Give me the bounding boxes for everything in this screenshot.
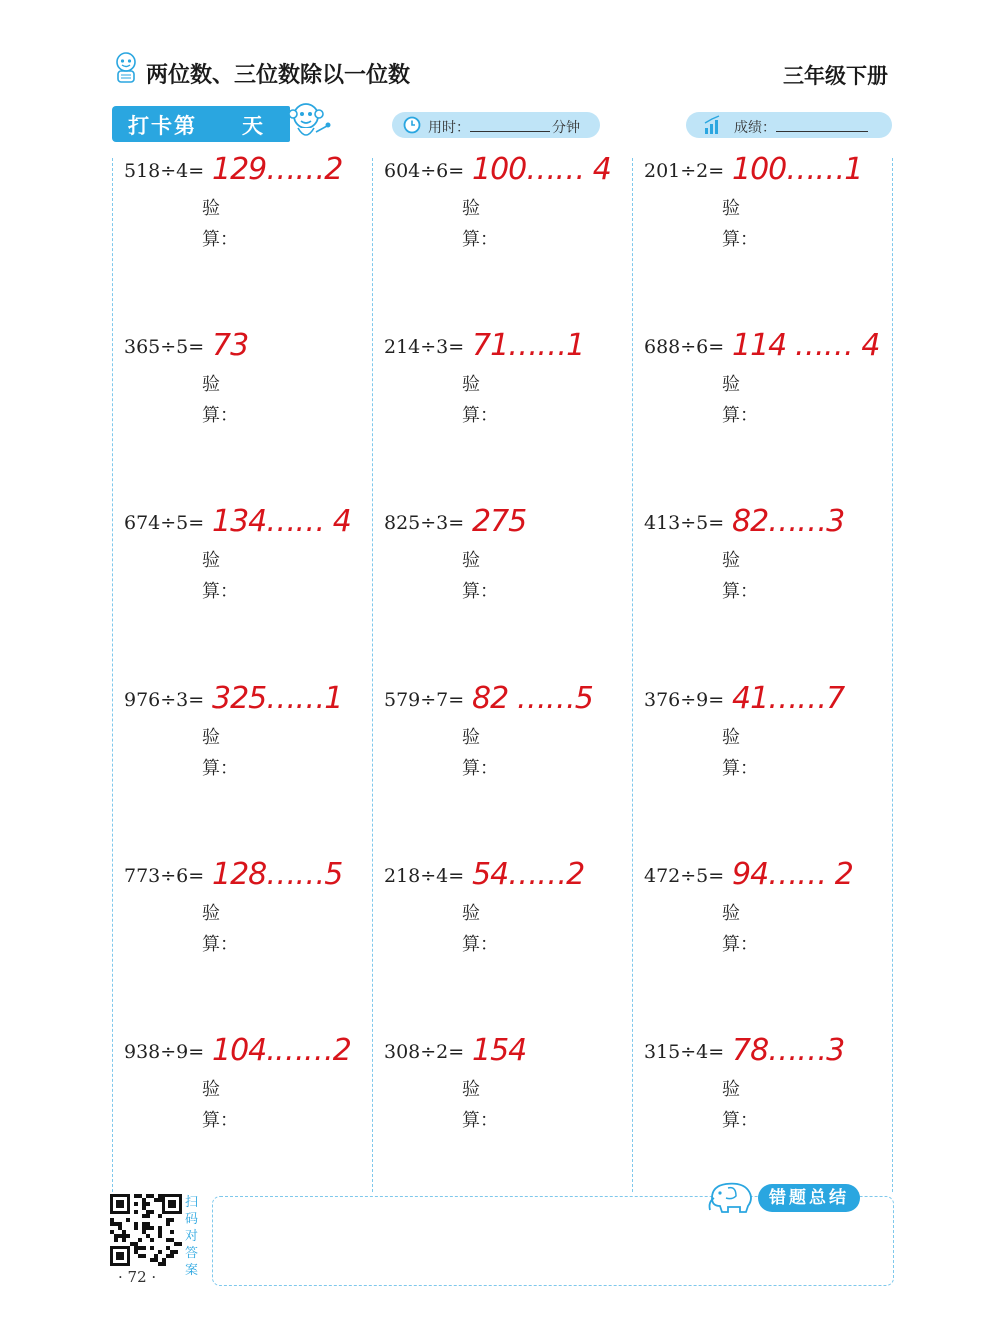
check-label-suan[interactable]: 算： (462, 758, 498, 779)
check-label-suan[interactable]: 算： (722, 934, 758, 955)
clock-icon (402, 115, 422, 139)
check-label-yan: 验 (202, 198, 220, 219)
division-problem: 825÷3= (384, 512, 465, 534)
score-label: 成绩： (734, 120, 776, 136)
time-spent-field[interactable] (392, 112, 600, 138)
check-label-yan: 验 (462, 374, 480, 395)
score-underline (776, 131, 868, 132)
division-problem: 688÷6= (644, 336, 725, 358)
division-problem: 938÷9= (124, 1041, 205, 1063)
grade-label: 三年级下册 (783, 64, 888, 88)
handwritten-answer: 73 (212, 328, 249, 363)
handwritten-answer: 154 (472, 1033, 527, 1068)
handwritten-answer: 104.……2 (212, 1033, 351, 1068)
check-label-yan: 验 (202, 374, 220, 395)
division-problem: 604÷6= (384, 160, 465, 182)
handwritten-answer: 100……1 (732, 152, 863, 187)
division-problem: 214÷3= (384, 336, 465, 358)
checkin-day-label: 天 (242, 114, 263, 138)
check-label-yan: 验 (202, 1079, 220, 1100)
division-problem: 773÷6= (124, 865, 205, 887)
page-number: · 72 · (118, 1268, 157, 1286)
division-problem: 218÷4= (384, 865, 465, 887)
check-label-suan[interactable]: 算： (462, 405, 498, 426)
division-problem: 674÷5= (124, 512, 205, 534)
elephant-icon (706, 1176, 760, 1216)
check-label-suan[interactable]: 算： (722, 229, 758, 250)
handwritten-answer: 275 (472, 504, 527, 539)
check-label-yan: 验 (462, 903, 480, 924)
check-label-yan: 验 (722, 198, 740, 219)
check-label-suan[interactable]: 算： (202, 934, 238, 955)
check-label-suan[interactable]: 算： (462, 934, 498, 955)
check-label-yan: 验 (722, 550, 740, 571)
handwritten-answer: 128……5 (212, 857, 343, 892)
division-problem: 976÷3= (124, 689, 205, 711)
check-label-suan[interactable]: 算： (722, 758, 758, 779)
column-right-border (892, 158, 893, 1192)
check-label-suan[interactable]: 算： (722, 581, 758, 602)
time-label: 用时： (428, 120, 470, 136)
check-label-yan: 验 (202, 727, 220, 748)
scan-for-answers-label: 扫码对答案 (185, 1195, 199, 1278)
division-problem: 413÷5= (644, 512, 725, 534)
check-label-suan[interactable]: 算： (462, 581, 498, 602)
handwritten-answer: 134…… 4 (212, 504, 351, 539)
check-label-suan[interactable]: 算： (202, 405, 238, 426)
score-field[interactable] (686, 112, 892, 138)
handwritten-answer: 71……1 (472, 328, 585, 363)
handwritten-answer: 82 ……5 (472, 681, 593, 716)
monkey-icon (282, 96, 332, 146)
check-label-yan: 验 (202, 903, 220, 924)
qr-code-icon[interactable] (110, 1194, 182, 1266)
division-problem: 579÷7= (384, 689, 465, 711)
check-label-yan: 验 (722, 1079, 740, 1100)
check-label-yan: 验 (722, 374, 740, 395)
handwritten-answer: 114 …… 4 (732, 328, 880, 363)
division-problem: 308÷2= (384, 1041, 465, 1063)
check-label-suan[interactable]: 算： (202, 229, 238, 250)
handwritten-answer: 41……7 (732, 681, 845, 716)
checkin-banner (112, 106, 290, 142)
check-label-yan: 验 (462, 1079, 480, 1100)
handwritten-answer: 129……2 (212, 152, 343, 187)
check-label-yan: 验 (462, 198, 480, 219)
time-unit-label: 分钟 (552, 120, 580, 136)
check-label-yan: 验 (722, 903, 740, 924)
check-label-suan[interactable]: 算： (202, 1110, 238, 1131)
check-label-suan[interactable]: 算： (462, 1110, 498, 1131)
check-label-suan[interactable]: 算： (462, 229, 498, 250)
handwritten-answer: 94…… 2 (732, 857, 853, 892)
division-problem: 201÷2= (644, 160, 725, 182)
mascot-logo-icon (110, 50, 142, 84)
check-label-suan[interactable]: 算： (202, 581, 238, 602)
division-problem: 315÷4= (644, 1041, 725, 1063)
division-problem: 365÷5= (124, 336, 205, 358)
handwritten-answer: 78……3 (732, 1033, 845, 1068)
division-problem: 518÷4= (124, 160, 205, 182)
check-label-yan: 验 (462, 727, 480, 748)
bar-chart-icon (702, 114, 724, 140)
check-label-suan[interactable]: 算： (202, 758, 238, 779)
division-problem: 472÷5= (644, 865, 725, 887)
checkin-label: 打卡第 (128, 114, 197, 138)
time-underline (470, 131, 550, 132)
check-label-suan[interactable]: 算： (722, 405, 758, 426)
division-problem: 376÷9= (644, 689, 725, 711)
check-label-yan: 验 (462, 550, 480, 571)
check-label-suan[interactable]: 算： (722, 1110, 758, 1131)
handwritten-answer: 82……3 (732, 504, 845, 539)
check-label-yan: 验 (722, 727, 740, 748)
check-label-yan: 验 (202, 550, 220, 571)
handwritten-answer: 100…… 4 (472, 152, 611, 187)
handwritten-answer: 325……1 (212, 681, 343, 716)
page-title: 两位数、三位数除以一位数 (146, 63, 411, 88)
error-summary-label: 错题总结 (758, 1184, 860, 1212)
handwritten-answer: 54……2 (472, 857, 585, 892)
